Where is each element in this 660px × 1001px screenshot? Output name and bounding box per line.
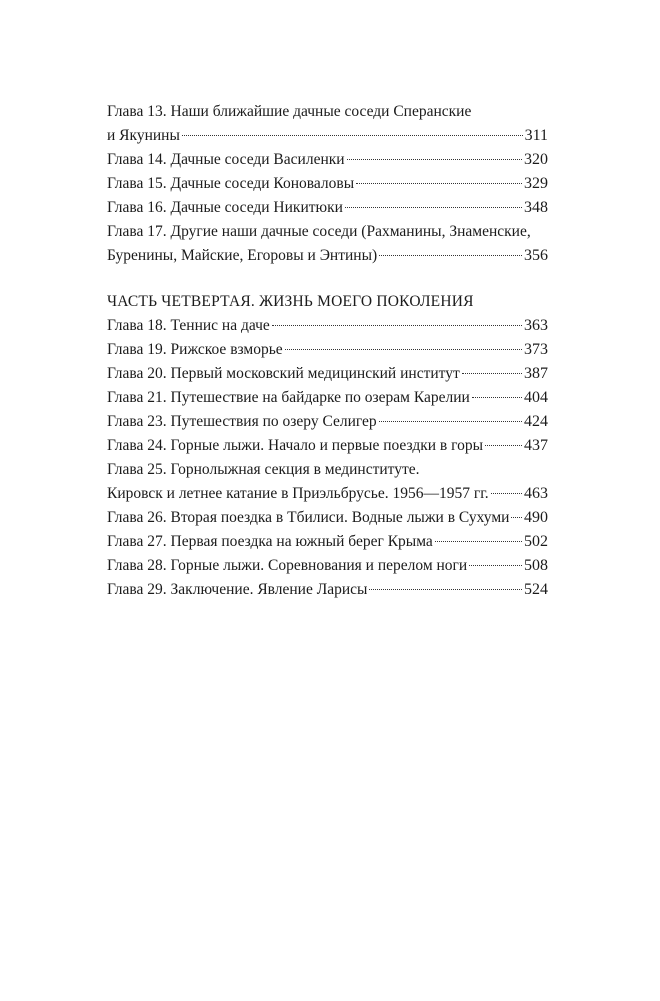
- toc-entry-line: [107, 362, 548, 386]
- toc-entry-chapter-15: [107, 172, 548, 196]
- toc-entry-page: 320: [524, 151, 548, 168]
- toc-entry-page: 329: [524, 175, 548, 192]
- toc-entry-title: Глава 15. Дачные соседи Коноваловы: [107, 175, 355, 192]
- toc-entry-chapter-26: [107, 506, 548, 530]
- toc-group-part4: [107, 290, 548, 602]
- toc-entry-line: [107, 386, 548, 410]
- toc-entry-title: и Якунины: [107, 127, 180, 144]
- toc-entry-title: Кировск и летнее катание в Приэльбрусье. 1956—1957 гг.: [107, 485, 489, 502]
- dot-leader: [511, 517, 522, 518]
- toc-entry-line: [107, 482, 548, 506]
- dot-leader: [182, 135, 523, 136]
- toc-entry-chapter-17: [107, 220, 548, 268]
- toc-entry-page: 508: [524, 557, 548, 574]
- toc-entry-title: Глава 18. Теннис на даче: [107, 317, 270, 334]
- dot-leader: [379, 421, 522, 422]
- toc-entry-title: Глава 21. Путешествие на байдарке по озерам Карелии: [107, 389, 470, 406]
- dot-leader: [356, 183, 522, 184]
- toc-entry-page: 404: [524, 389, 548, 406]
- toc-entry-title: Буренины, Майские, Егоровы и Энтины): [107, 247, 378, 264]
- toc-entry-title: Глава 16. Дачные соседи Никитюки: [107, 199, 343, 216]
- dot-leader: [485, 445, 522, 446]
- toc-entry-page: 356: [524, 247, 548, 264]
- dot-leader: [345, 207, 522, 208]
- toc-entry-line: [107, 578, 548, 602]
- toc-entry-chapter-21: [107, 386, 548, 410]
- toc-entry-title: Глава 28. Горные лыжи. Соревнования и перелом ноги: [107, 557, 468, 574]
- toc-entry-chapter-19: [107, 338, 548, 362]
- dot-leader: [491, 493, 522, 494]
- toc-entry-line: [107, 314, 548, 338]
- toc-entry-title: Глава 19. Рижское взморье: [107, 341, 283, 358]
- dot-leader: [462, 373, 522, 374]
- toc-entry-title: Глава 14. Дачные соседи Василенки: [107, 151, 345, 168]
- dot-leader: [379, 255, 522, 256]
- toc-entry-line: [107, 148, 548, 172]
- part-title: ЧАСТЬ ЧЕТВЕРТАЯ. ЖИЗНЬ МОЕГО ПОКОЛЕНИЯ: [107, 293, 474, 310]
- toc-entry-chapter-20: [107, 362, 548, 386]
- toc-entry-chapter-14: [107, 148, 548, 172]
- toc-entry-page: 490: [524, 509, 548, 526]
- toc-entry-chapter-13: [107, 100, 548, 148]
- toc-entry-first-line: Глава 13. Наши ближайшие дачные соседи Сперанские: [107, 103, 472, 120]
- toc-entry-line: [107, 124, 548, 148]
- toc-entry-title: Глава 24. Горные лыжи. Начало и первые поездки в горы: [107, 437, 484, 454]
- toc-entry-page: 387: [524, 365, 548, 382]
- toc-entry-page: 437: [524, 437, 548, 454]
- toc-group-part3: [107, 100, 548, 268]
- toc-entry-line: [107, 244, 548, 268]
- toc-entry-page: 363: [524, 317, 548, 334]
- toc-entry-page: 373: [524, 341, 548, 358]
- toc-entry-page: 424: [524, 413, 548, 430]
- dot-leader: [435, 541, 522, 542]
- dot-leader: [272, 325, 522, 326]
- toc-entry-chapter-29: [107, 578, 548, 602]
- toc-entry-line: [107, 172, 548, 196]
- dot-leader: [469, 565, 522, 566]
- toc-entry-page: 502: [524, 533, 548, 550]
- toc-entry-line: [107, 530, 548, 554]
- toc-entry-chapter-28: [107, 554, 548, 578]
- toc-entry-title: Глава 27. Первая поездка на южный берег Крыма: [107, 533, 433, 550]
- toc-entry-line: [107, 410, 548, 434]
- toc-entry-chapter-24: [107, 434, 548, 458]
- toc-entry-page: 463: [524, 485, 548, 502]
- toc-entry-line: [107, 196, 548, 220]
- toc-entry-chapter-23: [107, 410, 548, 434]
- toc-entry-page: 348: [524, 199, 548, 216]
- toc-entry-title: Глава 23. Путешествия по озеру Селигер: [107, 413, 377, 430]
- dot-leader: [285, 349, 522, 350]
- toc-entry-chapter-18: [107, 314, 548, 338]
- toc-entry-page: 524: [524, 581, 548, 598]
- toc-entry-line: [107, 554, 548, 578]
- toc-entry-line: [107, 434, 548, 458]
- dot-leader: [369, 589, 522, 590]
- toc-entry-title: Глава 26. Вторая поездка в Тбилиси. Водные лыжи в Сухуми: [107, 509, 510, 526]
- dot-leader: [347, 159, 522, 160]
- toc-entry-title: Глава 20. Первый московский медицинский институт: [107, 365, 460, 382]
- toc-entry-page: 311: [524, 127, 548, 144]
- table-of-contents: [107, 100, 548, 602]
- dot-leader: [472, 397, 522, 398]
- toc-entry-chapter-16: [107, 196, 548, 220]
- toc-entry-line: [107, 338, 548, 362]
- toc-entry-chapter-27: [107, 530, 548, 554]
- toc-entry-title: Глава 29. Заключение. Явление Ларисы: [107, 581, 368, 598]
- toc-entry-first-line: Глава 25. Горнолыжная секция в мединституте.: [107, 461, 420, 478]
- toc-entry-line: [107, 506, 548, 530]
- toc-entry-chapter-25: [107, 458, 548, 506]
- toc-entry-first-line: Глава 17. Другие наши дачные соседи (Рахманины, Знаменские,: [107, 223, 531, 240]
